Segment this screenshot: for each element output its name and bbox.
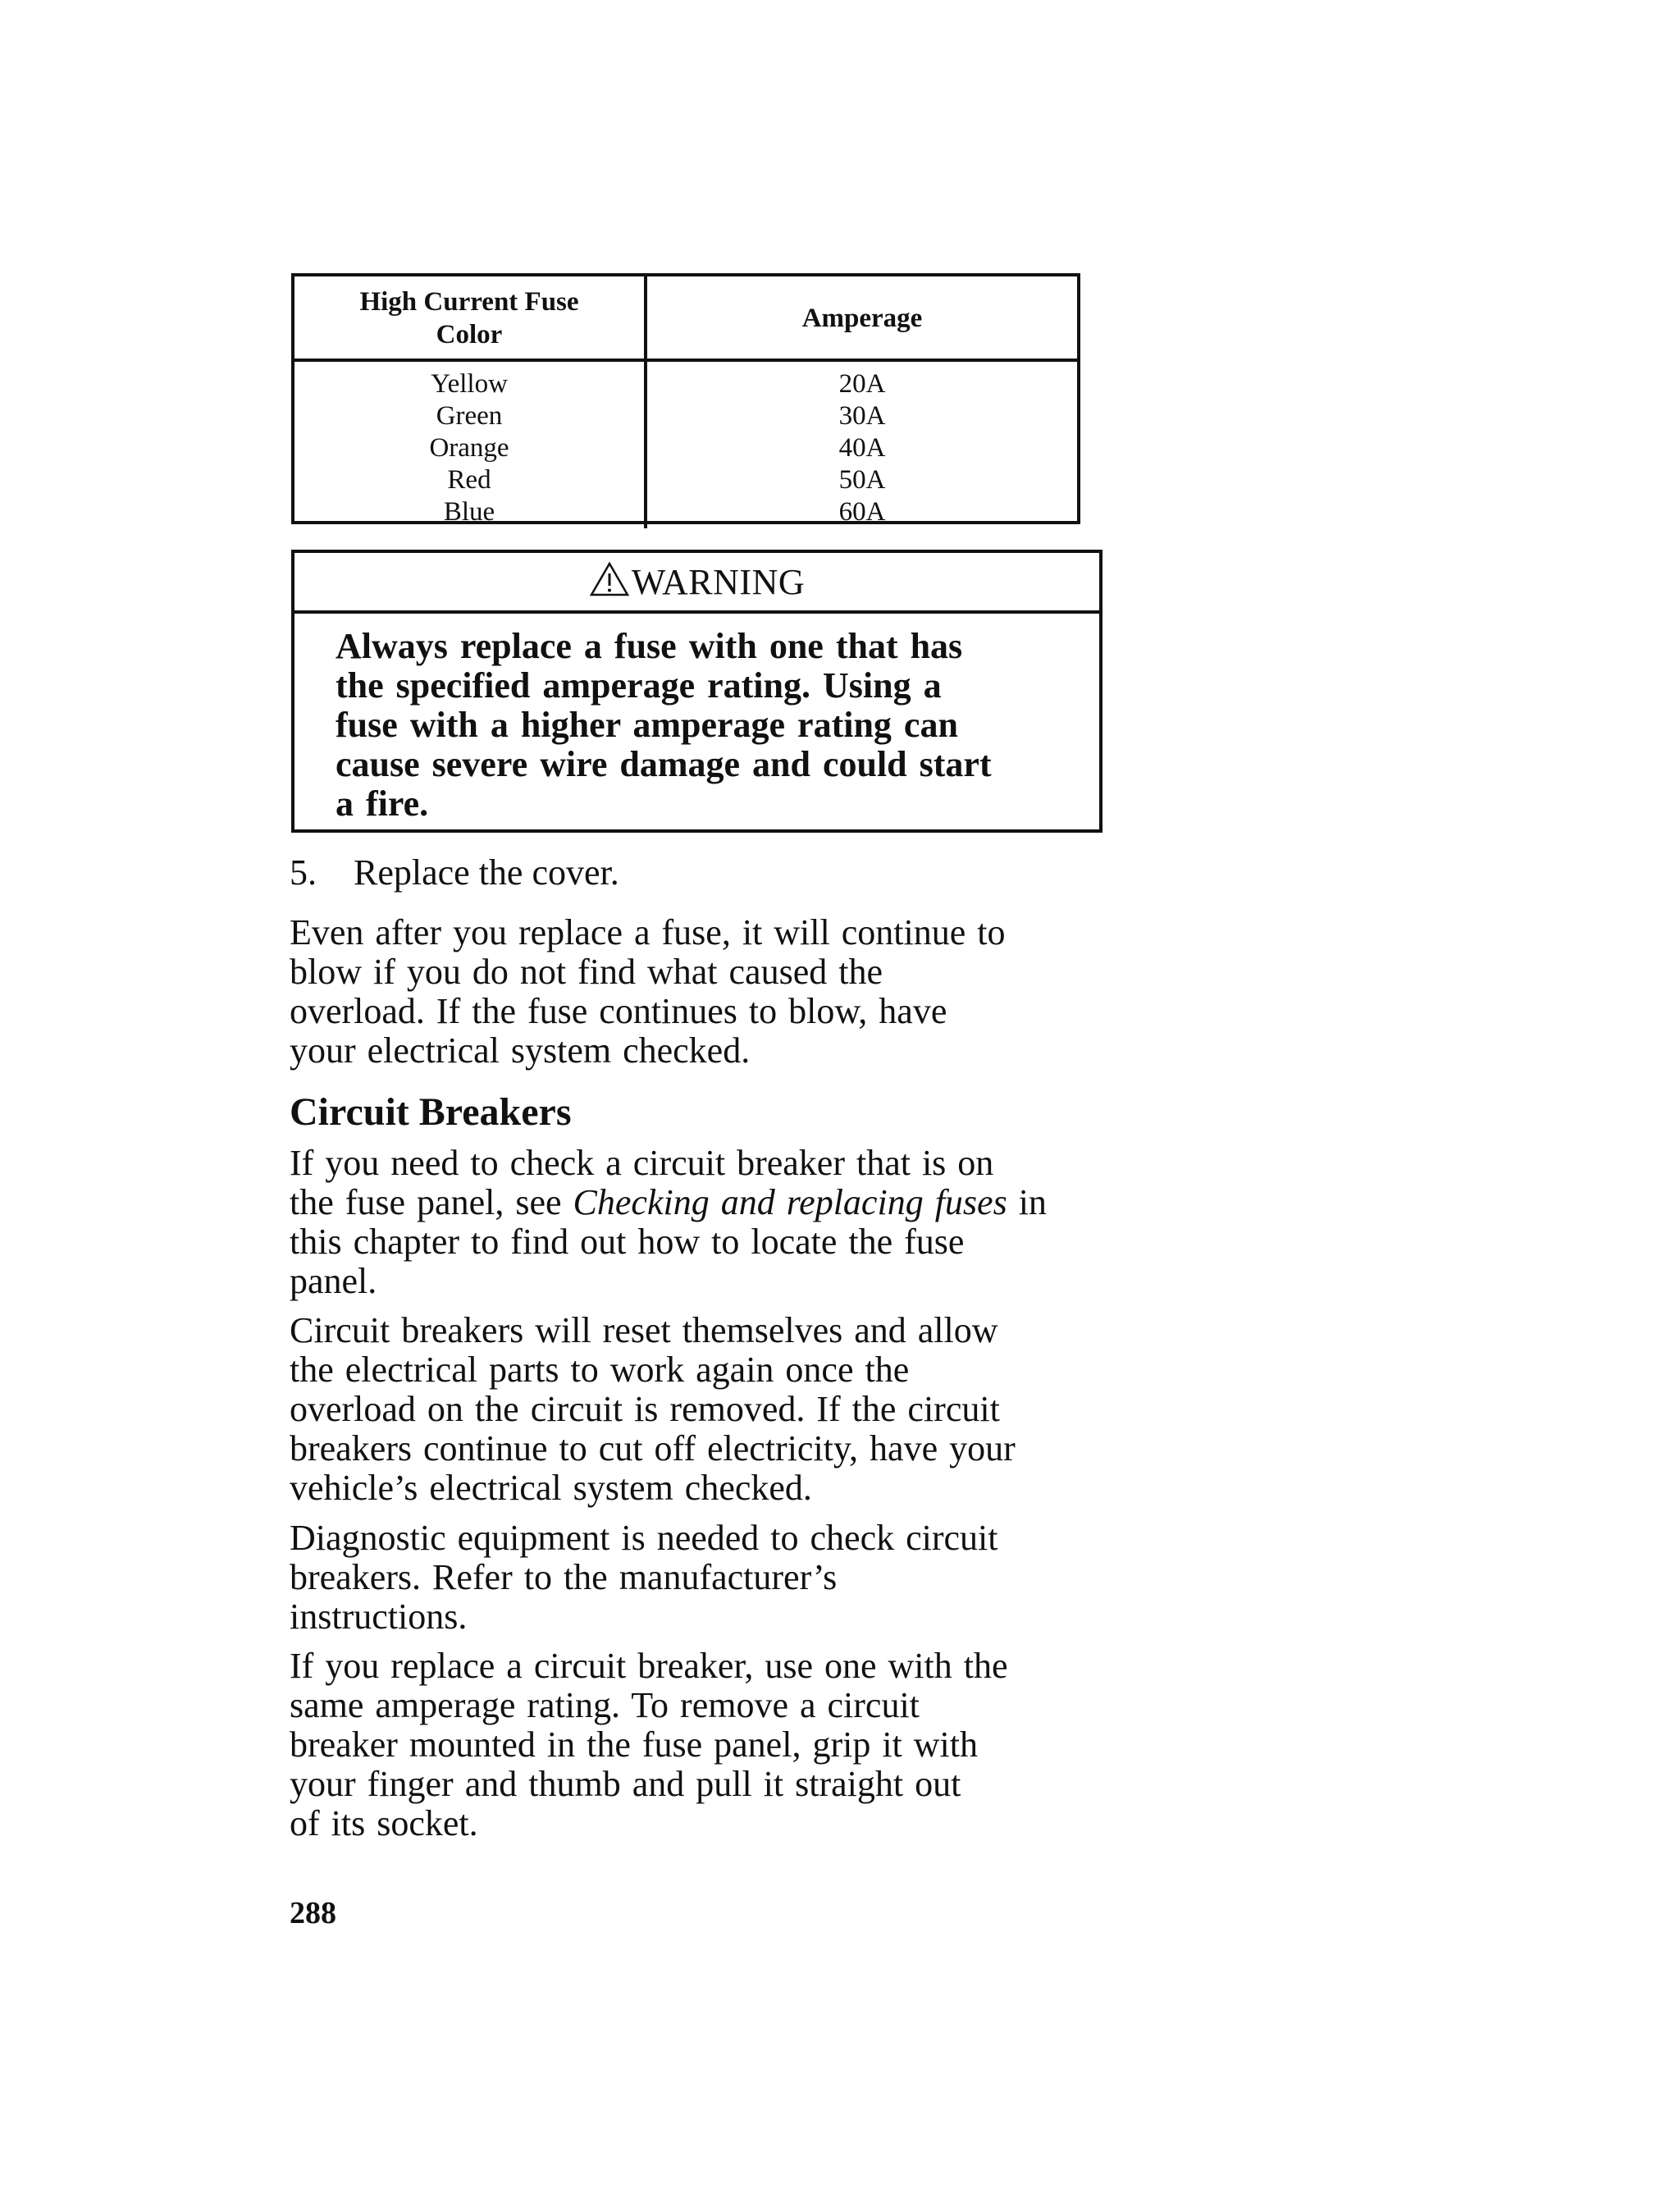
- warning-title: WARNING: [631, 561, 806, 602]
- paragraph-breaker-reset: [290, 1311, 1110, 1508]
- paragraph-overload: [290, 913, 1110, 1071]
- step-text: Replace the cover.: [354, 852, 619, 893]
- table-header-amperage: Amperage: [647, 276, 1077, 362]
- section-heading-circuit-breakers: Circuit Breakers: [290, 1090, 572, 1134]
- paragraph-line: breakers. Refer to the manufacturer’s: [290, 1557, 838, 1597]
- paragraph-line: [290, 1183, 1110, 1222]
- paragraph-line: of its socket.: [290, 1803, 478, 1843]
- warning-line: cause severe wire damage and could start: [336, 744, 992, 784]
- paragraph-line: panel.: [290, 1261, 377, 1301]
- paragraph-line: If you need to check a circuit breaker that is on: [290, 1143, 994, 1183]
- table-header-color-line2: Color: [436, 320, 503, 349]
- paragraph-line: breakers continue to cut off electricity, have your: [290, 1428, 1016, 1468]
- paragraph-line: Circuit breakers will reset themselves and allow: [290, 1310, 998, 1350]
- warning-line: Always replace a fuse with one that has: [336, 626, 963, 666]
- paragraph-line: blow if you do not find what caused the: [290, 952, 883, 992]
- table-cell-color: Orange: [429, 433, 509, 463]
- table-column-amperages: [647, 362, 1077, 528]
- paragraph-line: vehicle’s electrical system checked.: [290, 1468, 812, 1508]
- step-number: 5.: [290, 852, 317, 893]
- paragraph-line: Even after you replace a fuse, it will continue to: [290, 912, 1006, 952]
- warning-triangle-icon: [589, 561, 630, 597]
- table-cell-amperage: 60A: [838, 497, 886, 527]
- page-number: 288: [290, 1896, 336, 1930]
- paragraph-line: your finger and thumb and pull it straight out: [290, 1764, 961, 1804]
- table-cell-amperage: 20A: [838, 369, 886, 399]
- table-column-colors: [294, 362, 647, 528]
- table-cell-color: Red: [447, 465, 491, 495]
- paragraph-line: breaker mounted in the fuse panel, grip it with: [290, 1724, 978, 1765]
- warning-line: a fire.: [336, 783, 429, 824]
- warning-text: [294, 614, 1099, 824]
- table-cell-color: Blue: [443, 497, 495, 527]
- warning-header: [294, 553, 1099, 614]
- paragraph-text: in: [1007, 1182, 1047, 1222]
- table-cell-color: Yellow: [431, 369, 508, 399]
- step-replace-cover: [290, 853, 619, 893]
- paragraph-line: If you replace a circuit breaker, use one with the: [290, 1646, 1008, 1686]
- warning-line: the specified amperage rating. Using a: [336, 665, 942, 706]
- table-cell-amperage: 40A: [838, 433, 886, 463]
- paragraph-line: instructions.: [290, 1596, 468, 1637]
- warning-line: fuse with a higher amperage rating can: [336, 705, 958, 745]
- paragraph-line: overload on the circuit is removed. If the circuit: [290, 1389, 1000, 1429]
- table-header-color: [294, 276, 647, 362]
- warning-box: [291, 550, 1102, 833]
- fuse-amperage-table: [291, 273, 1080, 527]
- paragraph-line: same amperage rating. To remove a circuit: [290, 1685, 920, 1725]
- cross-reference-italic: Checking and replacing fuses: [573, 1182, 1007, 1222]
- paragraph-replace-breaker: [290, 1647, 1110, 1843]
- table-cell-color: Green: [436, 401, 503, 431]
- paragraph-line: your electrical system checked.: [290, 1030, 751, 1071]
- paragraph-line: the electrical parts to work again once the: [290, 1350, 910, 1390]
- table-cell-amperage: 30A: [838, 401, 886, 431]
- table-cell-amperage: 50A: [838, 465, 886, 495]
- paragraph-check-breaker: [290, 1144, 1110, 1301]
- paragraph-line: Diagnostic equipment is needed to check circuit: [290, 1518, 998, 1558]
- paragraph-line: this chapter to find out how to locate the fuse: [290, 1222, 965, 1262]
- paragraph-text: the fuse panel, see: [290, 1182, 573, 1222]
- paragraph-diagnostic: [290, 1519, 1110, 1637]
- paragraph-line: overload. If the fuse continues to blow, have: [290, 991, 947, 1031]
- table-header-color-line1: High Current Fuse: [359, 287, 579, 317]
